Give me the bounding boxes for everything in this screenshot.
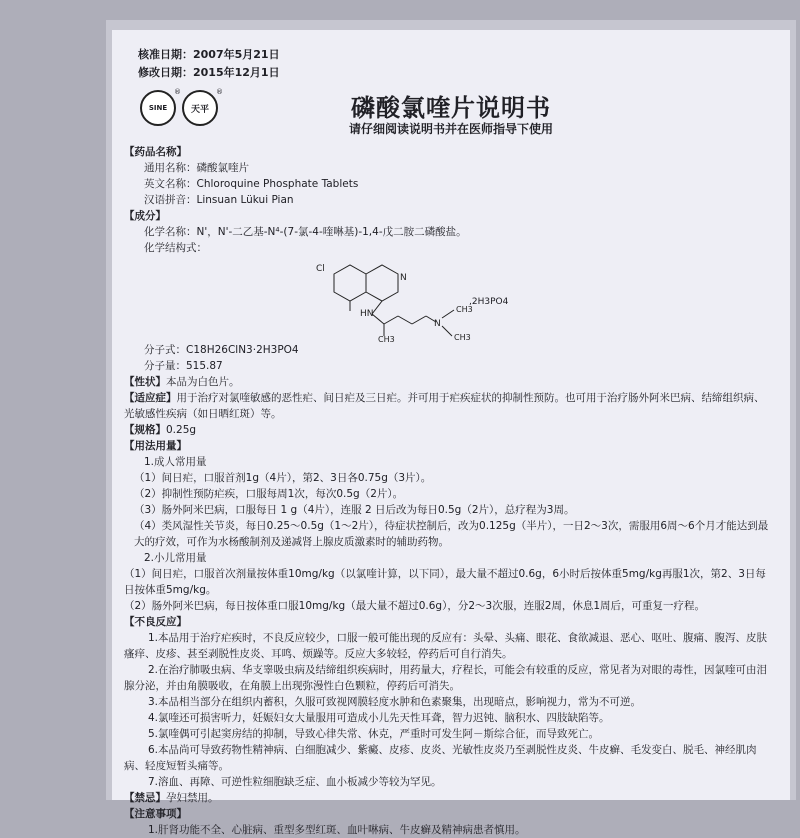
section-heading: 【注意事项】 xyxy=(124,808,187,820)
drug-name-section xyxy=(124,144,774,208)
contraindications-text: 孕妇禁用。 xyxy=(166,792,219,804)
quinoline-n-label: N xyxy=(400,273,407,283)
sine-logo: SINE xyxy=(140,90,176,126)
usage-section xyxy=(124,438,774,614)
indications-text: 用于治疗对氯喹敏感的恶性疟、间日疟及三日疟。并可用于疟疾症状的抑制性预防。也可用于治疗肠外阿米巴病、结缔组织病、光敏感性疾病（如日晒红斑）等。 xyxy=(124,392,765,420)
adverse-item: 3.本品相当部分在组织内蓄积，久服可致视网膜轻度水肿和色素聚集，出现暗点，影响视力，常为不可逆。 xyxy=(148,696,642,708)
structure-label: 化学结构式： xyxy=(144,242,207,254)
section-heading: 【不良反应】 xyxy=(124,616,187,628)
section-heading: 【适应症】 xyxy=(124,392,177,404)
adverse-item: 1.本品用于治疗疟疾时，不良反应较少，口服一般可能出现的反应有：头晕、头痛、眼花、食欲减退、恶心、呕吐、腹痛、腹泻、皮肤瘙痒、皮疹、甚至剥脱性皮炎、耳鸣、烦躁等。反应大多较轻，停药后可自行消失。 xyxy=(124,632,768,660)
dosage-item: （1）间日疟，口服首次剂量按体重10mg/kg（以氯喹计算，以下同），最大量不超过0.6g，6小时后按体重5mg/kg再服1次，第2、3日每日按体重5mg/kg。 xyxy=(124,568,766,596)
section-heading: 【规格】 xyxy=(124,424,166,436)
pinyin-name: 汉语拼音：Linsuan Lükui Pian xyxy=(144,194,294,206)
adverse-section xyxy=(124,614,774,790)
section-heading: 【禁忌】 xyxy=(124,792,166,804)
properties-text: 本品为白色片。 xyxy=(166,376,240,388)
section-heading: 【药品名称】 xyxy=(124,146,187,158)
amine-hn-label: HN xyxy=(360,309,374,319)
molecular-weight: 分子量：515.87 xyxy=(144,360,223,372)
generic-name: 通用名称：磷酸氯喹片 xyxy=(144,162,249,174)
section-heading: 【用法用量】 xyxy=(124,440,187,452)
methyl-label: CH3 xyxy=(378,335,395,344)
caution-item: 1.肝肾功能不全、心脏病、重型多型红斑、血叶啉病、牛皮癣及精神病患者慎用。 xyxy=(148,824,526,836)
cl-label: Cl xyxy=(316,264,325,274)
properties-section xyxy=(124,374,774,390)
date-block xyxy=(138,46,280,82)
chemical-structure xyxy=(314,256,774,342)
child-dosage-title: 2.小儿常用量 xyxy=(144,552,207,564)
salt-label: ,2H3PO4 xyxy=(469,297,509,307)
registered-mark: ® xyxy=(174,88,181,96)
adverse-item: 4.氯喹还可损害听力，妊娠妇女大量服用可造成小儿先天性耳聋，智力迟钝、脑积水、四肢缺陷等。 xyxy=(148,712,610,724)
adverse-item: 5.氯喹偶可引起窦房结的抑制，导致心律失常、休克，严重时可发生阿－斯综合征，而导致死亡。 xyxy=(148,728,600,740)
ethyl-label-2: CH3 xyxy=(454,333,471,342)
chemical-name: 化学名称：N'，N'-二乙基-N⁴-(7-氯-4-喹啉基)-1,4-戊二胺二磷酸盐。 xyxy=(144,226,467,238)
adverse-item: 7.溶血、再障、可逆性粒细胞缺乏症、血小板减少等较为罕见。 xyxy=(148,776,442,788)
ethyl-label-1: CH3 xyxy=(456,305,473,314)
dosage-item: （1）间日疟，口服首剂1g（4片），第2、3日各0.75g（3片）。 xyxy=(134,472,432,484)
molecular-formula: 分子式：C18H26ClN3·2H3PO4 xyxy=(144,344,299,356)
leaflet-page xyxy=(112,30,790,836)
adult-dosage-title: 1.成人常用量 xyxy=(144,456,207,468)
indications-section xyxy=(124,390,774,422)
composition-section xyxy=(124,208,774,374)
leaflet-body xyxy=(124,144,774,838)
adverse-item: 2.在治疗肺吸虫病、华支睾吸虫病及结缔组织疾病时，用药量大，疗程长，可能会有较重的反应，常见者为对眼的毒性，因氯喹可由泪腺分泌，并由角膜吸收，在角膜上出现弥漫性白色颗粒，停药后可消失。 xyxy=(124,664,768,692)
revision-date: 修改日期：2015年12月1日 xyxy=(138,66,280,79)
dosage-item: （2）抑制性预防疟疾，口服每周1次，每次0.5g（2片）。 xyxy=(134,488,404,500)
diethyl-n-label: N xyxy=(434,319,441,329)
approval-date: 核准日期：2007年5月21日 xyxy=(138,48,280,61)
english-name: 英文名称：Chloroquine Phosphate Tablets xyxy=(144,178,359,190)
dosage-item: （2）肠外阿米巴病，每日按体重口服10mg/kg（最大量不超过0.6g），分2～3次服，连服2周，休息1周后，可重复一疗程。 xyxy=(124,600,706,612)
page-title: 磷酸氯喹片说明书 xyxy=(351,94,551,122)
dosage-item: （3）肠外阿米巴病，口服每日 1 g（4片），连服 2 日后改为每日0.5g（2片），总疗程为3周。 xyxy=(134,504,575,516)
cautions-section xyxy=(124,806,774,838)
tianping-logo: 天平 xyxy=(182,90,218,126)
adverse-item: 6.本品尚可导致药物性精神病、白细胞减少、紫癜、皮疹、皮炎、光敏性皮炎乃至剥脱性皮炎、牛皮癣、毛发变白、脱毛、神经肌肉病、轻度短暂头痛等。 xyxy=(124,744,757,772)
section-heading: 【性状】 xyxy=(124,376,166,388)
page-subtitle: 请仔细阅读说明书并在医师指导下使用 xyxy=(348,122,553,136)
spec-text: 0.25g xyxy=(166,424,197,436)
spec-section xyxy=(124,422,774,438)
dosage-item: （4）类风湿性关节炎，每日0.25～0.5g（1～2片），待症状控制后，改为0.125g（半片），一日2～3次，需服用6周～6个月才能达到最大的疗效，可作为水杨酸制剂及递减肾上腺皮质激素时的辅助药物。 xyxy=(134,520,769,548)
section-heading: 【成分】 xyxy=(124,210,166,222)
contraindications-section xyxy=(124,790,774,806)
registered-mark-2: ® xyxy=(216,88,223,96)
